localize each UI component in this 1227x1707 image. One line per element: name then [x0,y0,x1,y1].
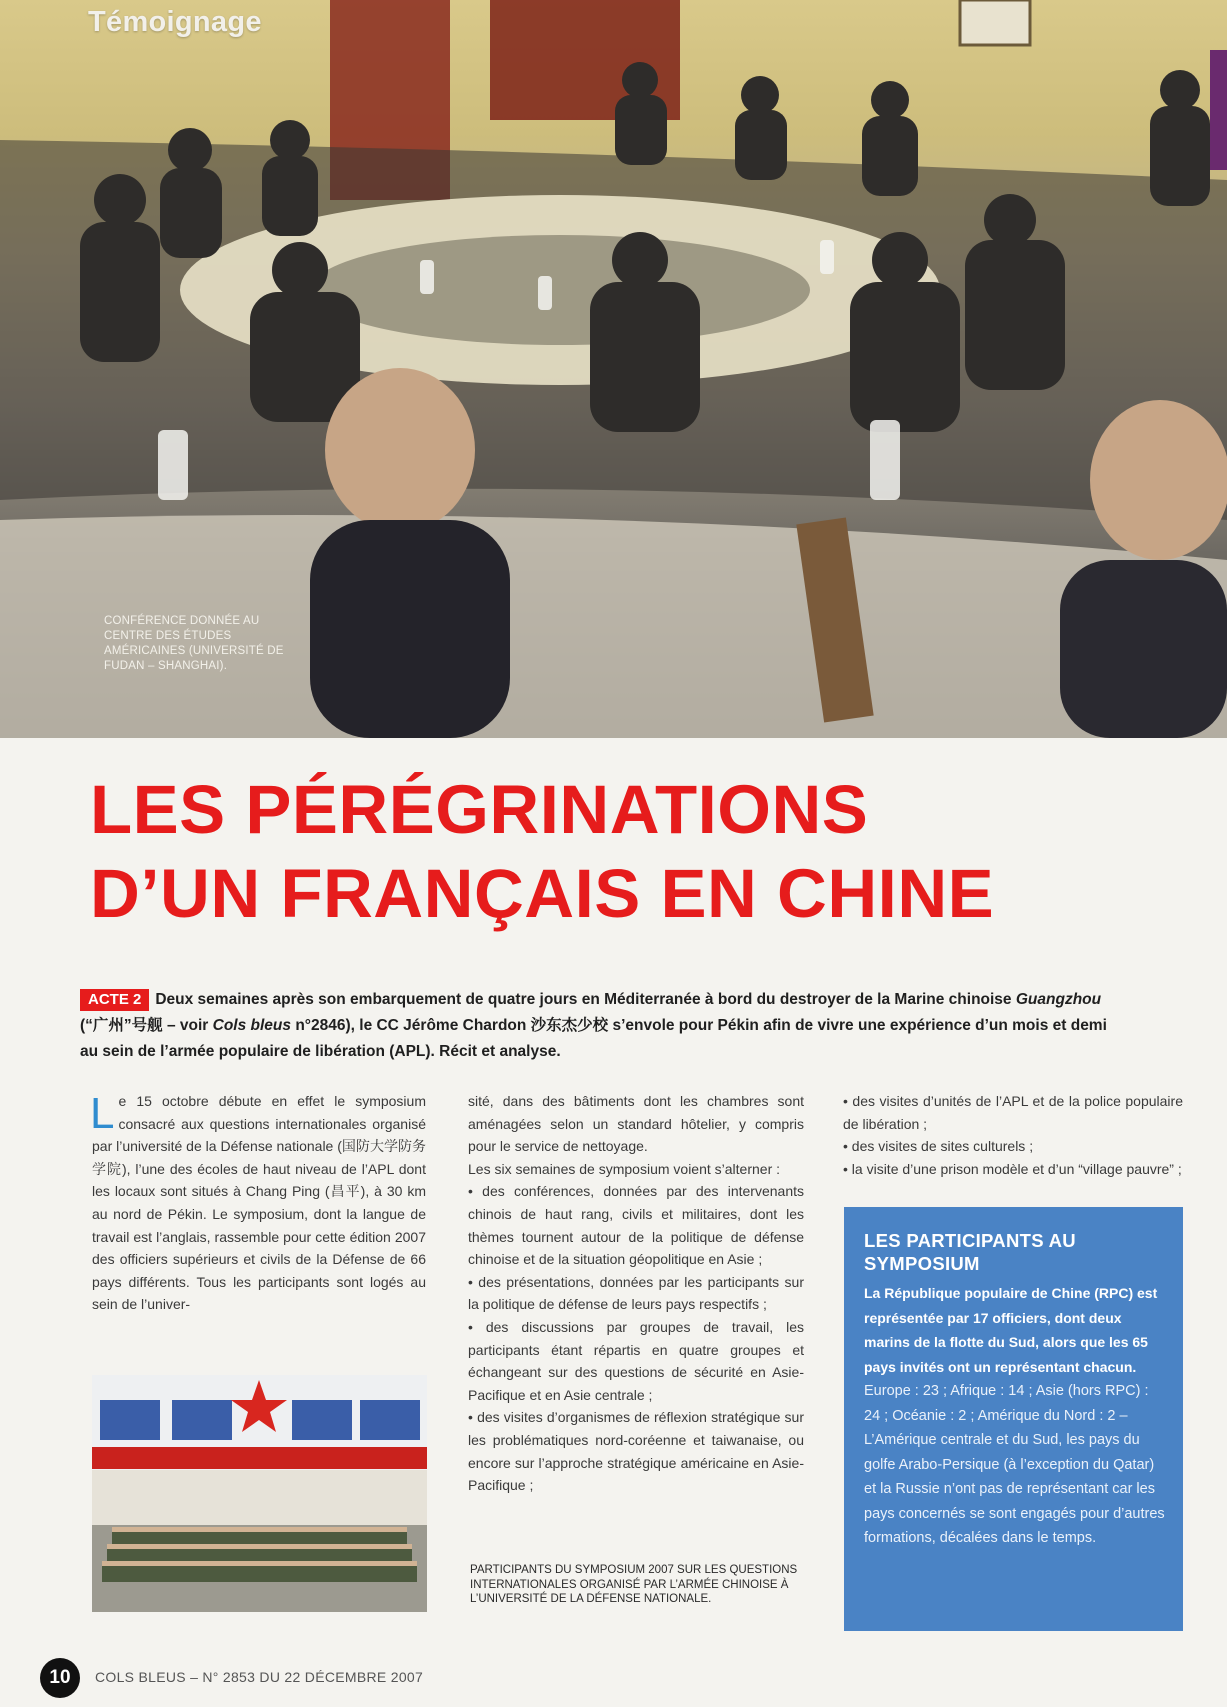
dropcap: L [90,1089,115,1138]
activity-list [468,1180,804,1496]
article-lead [80,987,1112,1065]
list-item: • des visites de sites culturels ; [843,1138,1034,1155]
lead-ship-name: Guangzhou [1015,991,1102,1008]
list-item: • des visites d’organismes de réflexion stratégique sur les problématiques nord-coréenne et taiwanaise, ou encore sur l’approche stratégique américaine en Asie-Pacifique ; [468,1409,804,1494]
column-3 [843,1090,1183,1180]
column-1 [92,1090,426,1316]
sidebar-lead: La République populaire de Chine (RPC) est représentée par 17 officiers, dont deux marins de la flotte du Sud, alors que les 65 pays invités ont un représentant chacun. [864,1285,1158,1375]
column-1-text: e 15 octobre débute en effet le symposium consacré aux questions internationales organisé par l’université de la Défense nationale (国防大学防务学院), l’une des écoles de haut niveau de l’APL dont les locaux sont situés à Chang Ping (昌平), à 30 km au nord de Pékin. Le symposium, dont la langue de travail est l’anglais, rassemble pour cette édition 2007 des officiers supérieurs et civils de la Défense de 66 pays différents. Tous les participants sont logés au sein de l’univer- [92,1093,426,1313]
page-number: 10 [40,1658,80,1698]
lead-text-a: Deux semaines après son embarquement de quatre jours en Méditerranée à bord du destroyer de la Marine chinoise [155,991,1016,1008]
act-badge: ACTE 2 [80,989,149,1011]
article-title [90,768,1170,936]
column-2-text: sité, dans des bâtiments dont les chambres sont aménagées selon un standard hôtelier, y compris pour le service de nettoyage. [468,1093,804,1155]
participants-sidebar [844,1207,1183,1631]
column-2 [468,1090,804,1497]
group-photo-caption: PARTICIPANTS DU SYMPOSIUM 2007 SUR LES QUESTIONS INTERNATIONALES ORGANISÉ PAR L’ARMÉE CHINOISE À L’UNIVERSITÉ DE LA DÉFENSE NATIONALE. [470,1564,798,1605]
lead-text-b: (“广州”号舰 – voir [80,1017,213,1034]
conference-photo [0,0,1227,738]
symposium-group-photo-illustration [92,1375,427,1612]
list-item: • des discussions par groupes de travail, les participants étant répartis en quatre groupes et échangeant sur des questions de sécurité en Asie-Pacifique et en Asie centrale ; [468,1318,804,1403]
photo-caption: CONFÉRENCE DONNÉE AU CENTRE DES ÉTUDES AMÉRICAINES (UNIVERSITÉ DE FUDAN – SHANGHAI). [104,615,284,672]
sidebar-text: Europe : 23 ; Afrique : 14 ; Asie (hors RPC) : 24 ; Océanie : 2 ; Amérique du Nord : 2 – L’Amérique centrale et du Sud, les pays du golfe Arabo-Persique (à l’exception du Qatar) et la Russie n’ont pas de représentant car les pays concernés se sont engagés pour d’autres formations, décalées dans le temps. [864,1383,1165,1546]
sidebar-title: LES PARTICIPANTS AU SYMPOSIUM [864,1230,1076,1274]
lead-magazine-name: Cols bleus [212,1017,292,1034]
lead-text-c: n°2846), le CC Jérôme Chardon 沙东杰少校 s’envole pour Pékin afin de vivre une expérience d’un mois et demi au sein de l’armée populaire de libération (APL). Récit et analyse. [80,1017,1107,1060]
list-item: • des conférences, données par des intervenants chinois de haut rang, civils et militaires, dont les thèmes tournent autour de la politique de défense chinoise et de la situation géopolitique en Asie ; [468,1183,804,1268]
list-item: • des présentations, données par les participants sur la politique de défense de leurs pays respectifs ; [468,1273,804,1313]
list-item: • la visite d’une prison modèle et d’un “village pauvre” ; [843,1160,1182,1177]
article-title-line-2: D’UN FRANÇAIS EN CHINE [90,855,995,932]
article-title-line-1: LES PÉRÉGRINATIONS [90,771,869,848]
list-item: • des visites d’unités de l’APL et de la police populaire de libération ; [843,1093,1183,1132]
symposium-group-photo [92,1375,427,1612]
activity-list-continued [843,1090,1183,1180]
column-2-intro: Les six semaines de symposium voient s’alterner : [468,1160,781,1177]
issue-info: COLS BLEUS – N° 2853 DU 22 DÉCEMBRE 2007 [95,1669,424,1685]
section-tag: Témoignage [88,6,262,38]
